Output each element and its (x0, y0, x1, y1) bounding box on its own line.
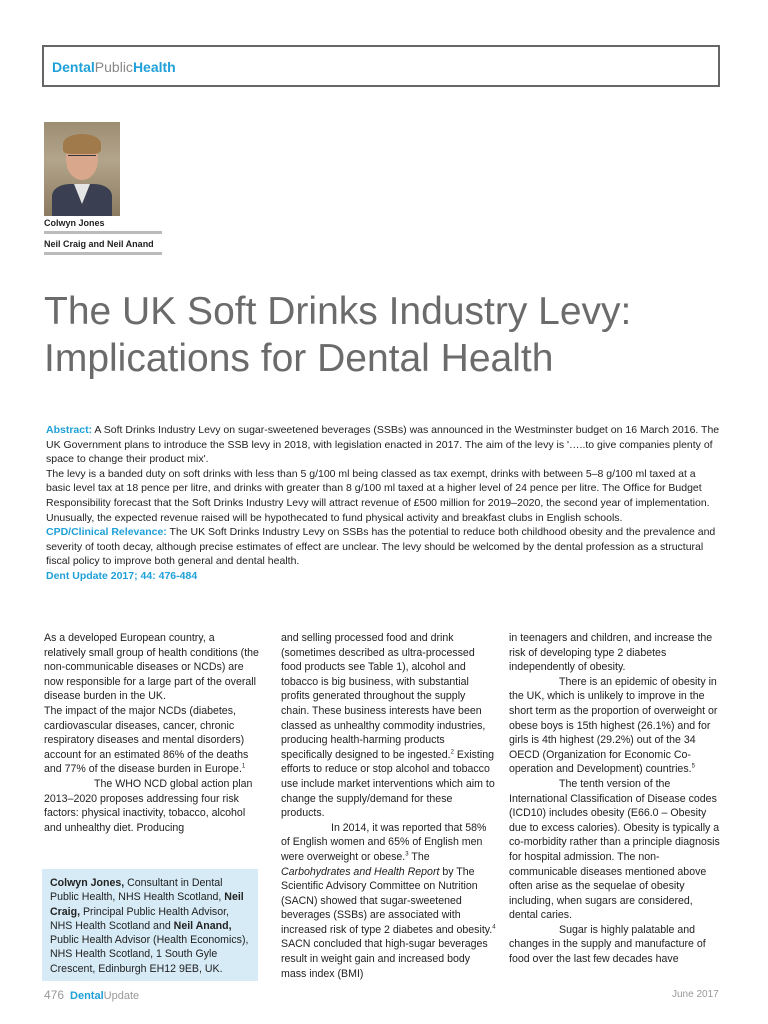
body-paragraph: The impact of the major NCDs (diabetes, cardiovascular diseases, cancer, chronic respiratory diseases and mental disorders) account for an estimated 86% of the deaths and 77% of the disease burden in Europe.$^1$ (44, 704, 249, 776)
abstract-paragraph: Abstract: A Soft Drinks Industry Levy on sugar-sweetened beverages (SSBs) was announced in the Westminster budget on 16 March 2016. The UK Government plans to introduce the SSB levy in 2018, with legislation enacted in 2017. The aim of the levy is '…..to give companies plenty of space to change their product mix'. (46, 424, 720, 466)
body-paragraph: There is an epidemic of obesity in the UK, which is unlikely to improve in the short term as the proportion of overweight or obese boys is 15th highest (26.1%) and for girls is 4th highest (29.2%) out of the 34 OECD (Organization for Economic Co-operation and Development) countries.$^5$ (509, 675, 718, 776)
body-column-1 (44, 631, 259, 835)
body-paragraph: As a developed European country, a relatively small group of health conditions (the non-communicable diseases or NCDs) are now responsible for a large part of the overall disease burden in the UK. (44, 632, 259, 703)
primary-author: Colwyn Jones (44, 218, 105, 228)
author-photo (44, 122, 120, 216)
photo-glasses (68, 155, 96, 162)
abstract-label: Abstract: (46, 424, 93, 436)
body-paragraph: in teenagers and children, and increase the risk of developing type 2 diabetes independently of obesity. (509, 632, 713, 674)
body-column-2 (281, 631, 496, 981)
co-authors: Neil Craig and Neil Anand (44, 239, 154, 249)
issue-date: June 2017 (672, 989, 719, 1000)
journal-section-brand: DentalPublicHealth (52, 59, 176, 75)
abstract-paragraph: The levy is a banded duty on soft drinks with less than 5 g/100 ml being classed as tax exempt, drinks with between 5–8 g/100 ml taxed at a basic level tax at 18 pence per litre, and drinks with greater than 8 g/100 ml taxed at a higher level of 24 pence per litre. The Office for Budget Responsibility forecast that the Soft Drinks Industry Levy will attract revenue of £500 million for 2019–2020, the second year of implementation. Unusually, the expected revenue raised will be hypothecated to fund physical activity and breakfast clubs in English schools. (46, 467, 710, 524)
author-affiliation-box: Colwyn Jones, Consultant in Dental Public Health, NHS Health Scotland, Neil Craig, Principal Public Health Advisor, NHS Health Scotland and Neil Anand, Public Health Advisor (Health Economics), NHS Health Scotland, 1 South Gyle Crescent, Edinburgh EH12 9EB, UK. (42, 869, 258, 981)
citation: Dent Update 2017; 44: 476-484 (46, 569, 198, 582)
photo-hair (63, 134, 101, 154)
article-title: The UK Soft Drinks Industry Levy: Implications for Dental Health (44, 290, 632, 380)
body-paragraph: The tenth version of the International Classification of Disease codes (ICD10) includes obesity (E66.0 – Obesity due to excess calories). Obesity is typically a co-morbidity rather than a principle diagnosis for hospital admission. The non-communicable diseases mentioned above often arise as the sequelae of obesity including, when sugars are considered, dental caries. (509, 777, 720, 922)
page-number: 476 (44, 988, 65, 1002)
author-divider (44, 231, 162, 234)
author-divider (44, 252, 162, 255)
abstract-block (46, 423, 722, 584)
body-paragraph: In 2014, it was reported that 58% of English women and 65% of English men were overweight or obese.$^3$ The Carbohydrates and Health Report by The Scientific Advisory Committee on Nutrition (SACN) showed that sugar-sweetened beverages (SSBs) are associated with increased risk of type 2 diabetes and obesity.$^4$ SACN concluded that high-sugar beverages result in weight gain and increased body mass index (BMI) (281, 821, 496, 980)
body-paragraph: and selling processed food and drink (sometimes described as ultra-processed food products see Table 1), alcohol and tobacco is big business, with substantial profits generated throughout the supply chain. These business interests have been classed as unhealthy commodity industries, producing health-harming products specifically designed to be ingested.$^2$ Existing efforts to reduce or stop alcohol and tobacco use include market interventions which aim to change the supply/demand for these products. (281, 632, 495, 820)
footer-journal-name: DentalUpdate (70, 990, 140, 1002)
journal-header-box (42, 45, 720, 87)
cpd-label: CPD/Clinical Relevance: (46, 526, 167, 539)
body-paragraph: The WHO NCD global action plan 2013–2020 proposes addressing four risk factors: physical inactivity, tobacco, alcohol and unhealthy diet. Producing (44, 777, 253, 834)
cpd-paragraph: CPD/Clinical Relevance: The UK Soft Drinks Industry Levy on SSBs has the potential to reduce both childhood obesity and the prevalence and severity of tooth decay, although precise estimates of effect are unclear. The levy should be welcomed by the dental profession as a structural fiscal policy to improve both general and dental health. (46, 526, 716, 568)
body-column-3 (509, 631, 724, 967)
page-footer-left (44, 988, 139, 1002)
body-paragraph: Sugar is highly palatable and changes in the supply and manufacture of food over the last few decades have (509, 923, 706, 966)
